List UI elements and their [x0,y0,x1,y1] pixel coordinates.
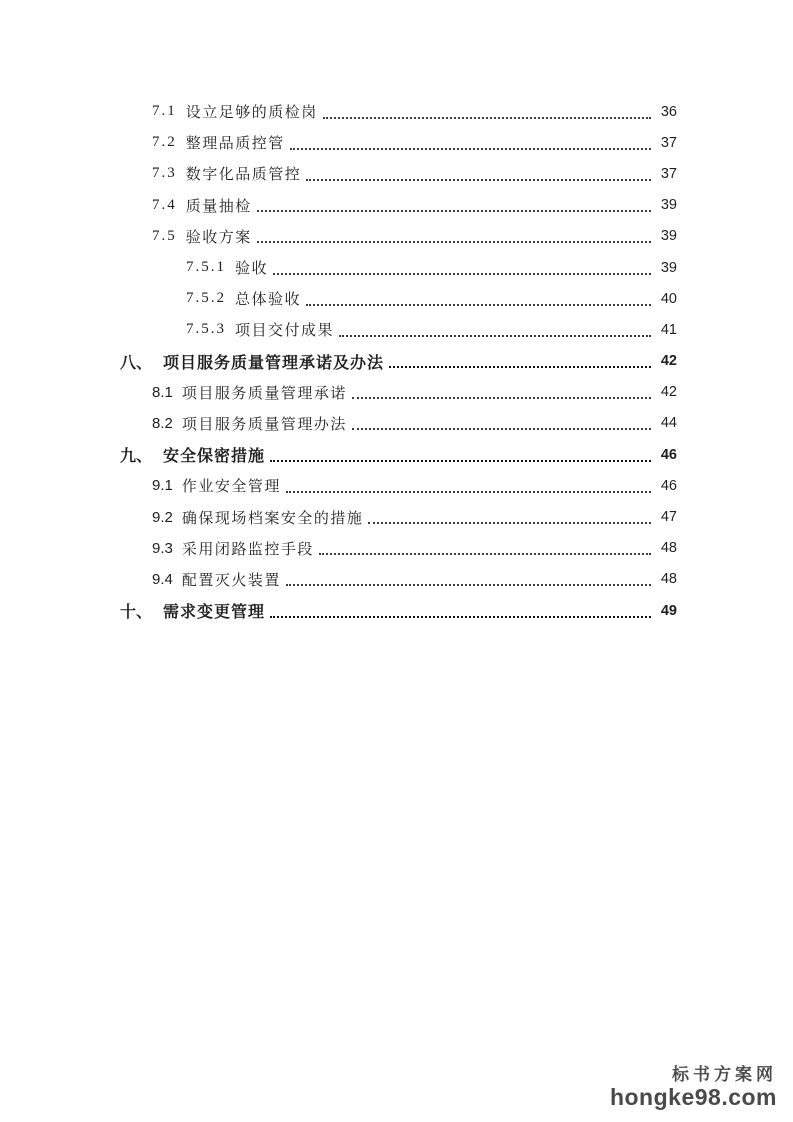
toc-entry-page: 40 [660,290,677,307]
dot-leader [270,448,651,462]
dot-leader [306,167,651,181]
dot-leader [319,541,651,555]
toc-entry-title: 配置灭火装置 [181,571,281,589]
watermark-site-url[interactable]: hongke98.com [609,1083,777,1110]
toc-entry-number: 7.3 [152,165,177,182]
toc-entry[interactable] [120,283,677,314]
toc-entry-number: 8.2 [152,414,173,432]
toc-entry-number: 9.1 [152,477,173,495]
toc-entry-number: 7.5.1 [186,259,226,276]
toc-entry-title: 项目服务质量管理办法 [181,415,347,433]
toc-entry-page: 42 [660,353,677,370]
toc-entry-title: 数字化品质管控 [185,167,302,184]
toc-entry-title: 验收 [235,261,269,278]
toc-entry-page: 42 [660,384,677,401]
toc-entry[interactable] [120,408,677,439]
dot-leader [286,479,651,493]
toc-entry-number: 8.1 [152,383,173,401]
toc-entry-number: 九、 [120,448,153,466]
toc-entry-page: 39 [660,228,677,245]
toc-entry-title: 确保现场档案安全的措施 [181,509,364,527]
toc-entry-page: 41 [660,321,677,338]
toc-entry-page: 44 [660,415,677,432]
toc-entry-page: 39 [660,259,677,276]
toc-entry-page: 37 [660,165,677,182]
toc-entry-number: 9.4 [152,570,173,588]
toc-entry-title: 设立足够的质检岗 [185,105,318,122]
dot-leader [270,604,651,618]
toc-entry-number: 十、 [120,604,153,622]
toc-entry-title: 整理品质控管 [185,136,285,153]
dot-leader [323,105,651,119]
toc-entry[interactable] [120,127,677,158]
toc-entry-title: 作业安全管理 [181,478,281,496]
toc-entry-number: 7.2 [152,134,177,151]
toc-entry-number: 7.5.3 [186,321,226,338]
dot-leader [368,510,651,524]
dot-leader [352,416,651,430]
toc-entry[interactable] [120,564,677,595]
toc-entry[interactable] [120,533,677,564]
toc-entry-page: 46 [660,446,677,463]
toc-entry-page: 46 [660,477,677,494]
toc-entry-number: 9.3 [152,539,173,557]
toc-entry-page: 49 [660,602,677,619]
toc-entry-page: 39 [660,197,677,214]
toc-entry[interactable] [120,377,677,408]
watermark [610,1066,777,1110]
toc-entry[interactable] [120,96,677,127]
table-of-contents [120,96,677,626]
dot-leader [290,136,651,150]
toc-entry-page: 48 [660,571,677,588]
toc-entry-title: 项目服务质量管理承诺及办法 [163,354,385,372]
toc-entry-number: 7.5.2 [186,290,226,307]
dot-leader [352,385,651,399]
toc-entry-page: 48 [660,540,677,557]
toc-entry-title: 质量抽检 [185,198,252,215]
toc-entry[interactable] [120,439,677,470]
toc-entry-title: 安全保密措施 [163,448,266,466]
toc-entry-number: 八、 [120,354,153,372]
toc-entry-page: 47 [660,509,677,526]
dot-leader [286,572,651,586]
toc-entry[interactable] [120,346,677,377]
dot-leader [389,354,651,368]
toc-entry-page: 37 [660,134,677,151]
dot-leader [257,229,651,243]
toc-entry[interactable] [120,595,677,626]
toc-entry[interactable] [120,190,677,221]
watermark-site-name: 标书方案网 [672,1065,777,1085]
dot-leader [339,323,651,337]
toc-entry-number: 7.5 [152,227,177,244]
toc-entry-title: 项目服务质量管理承诺 [181,384,347,402]
toc-entry[interactable] [120,314,677,345]
toc-entry-number: 9.2 [152,508,173,526]
toc-entry-number: 7.1 [152,103,177,120]
toc-entry-page: 36 [660,103,677,120]
dot-leader [306,292,651,306]
toc-entry[interactable] [120,158,677,189]
toc-entry-title: 项目交付成果 [235,323,335,340]
toc-entry[interactable] [120,252,677,283]
toc-entry-title: 总体验收 [235,292,302,309]
toc-entry-title: 需求变更管理 [163,604,266,622]
toc-entry[interactable] [120,501,677,532]
toc-entry[interactable] [120,221,677,252]
dot-leader [273,261,651,275]
toc-entry-title: 验收方案 [185,229,252,246]
toc-entry-title: 采用闭路监控手段 [181,540,314,558]
toc-entry[interactable] [120,470,677,501]
dot-leader [257,198,651,212]
toc-entry-number: 7.4 [152,196,177,213]
